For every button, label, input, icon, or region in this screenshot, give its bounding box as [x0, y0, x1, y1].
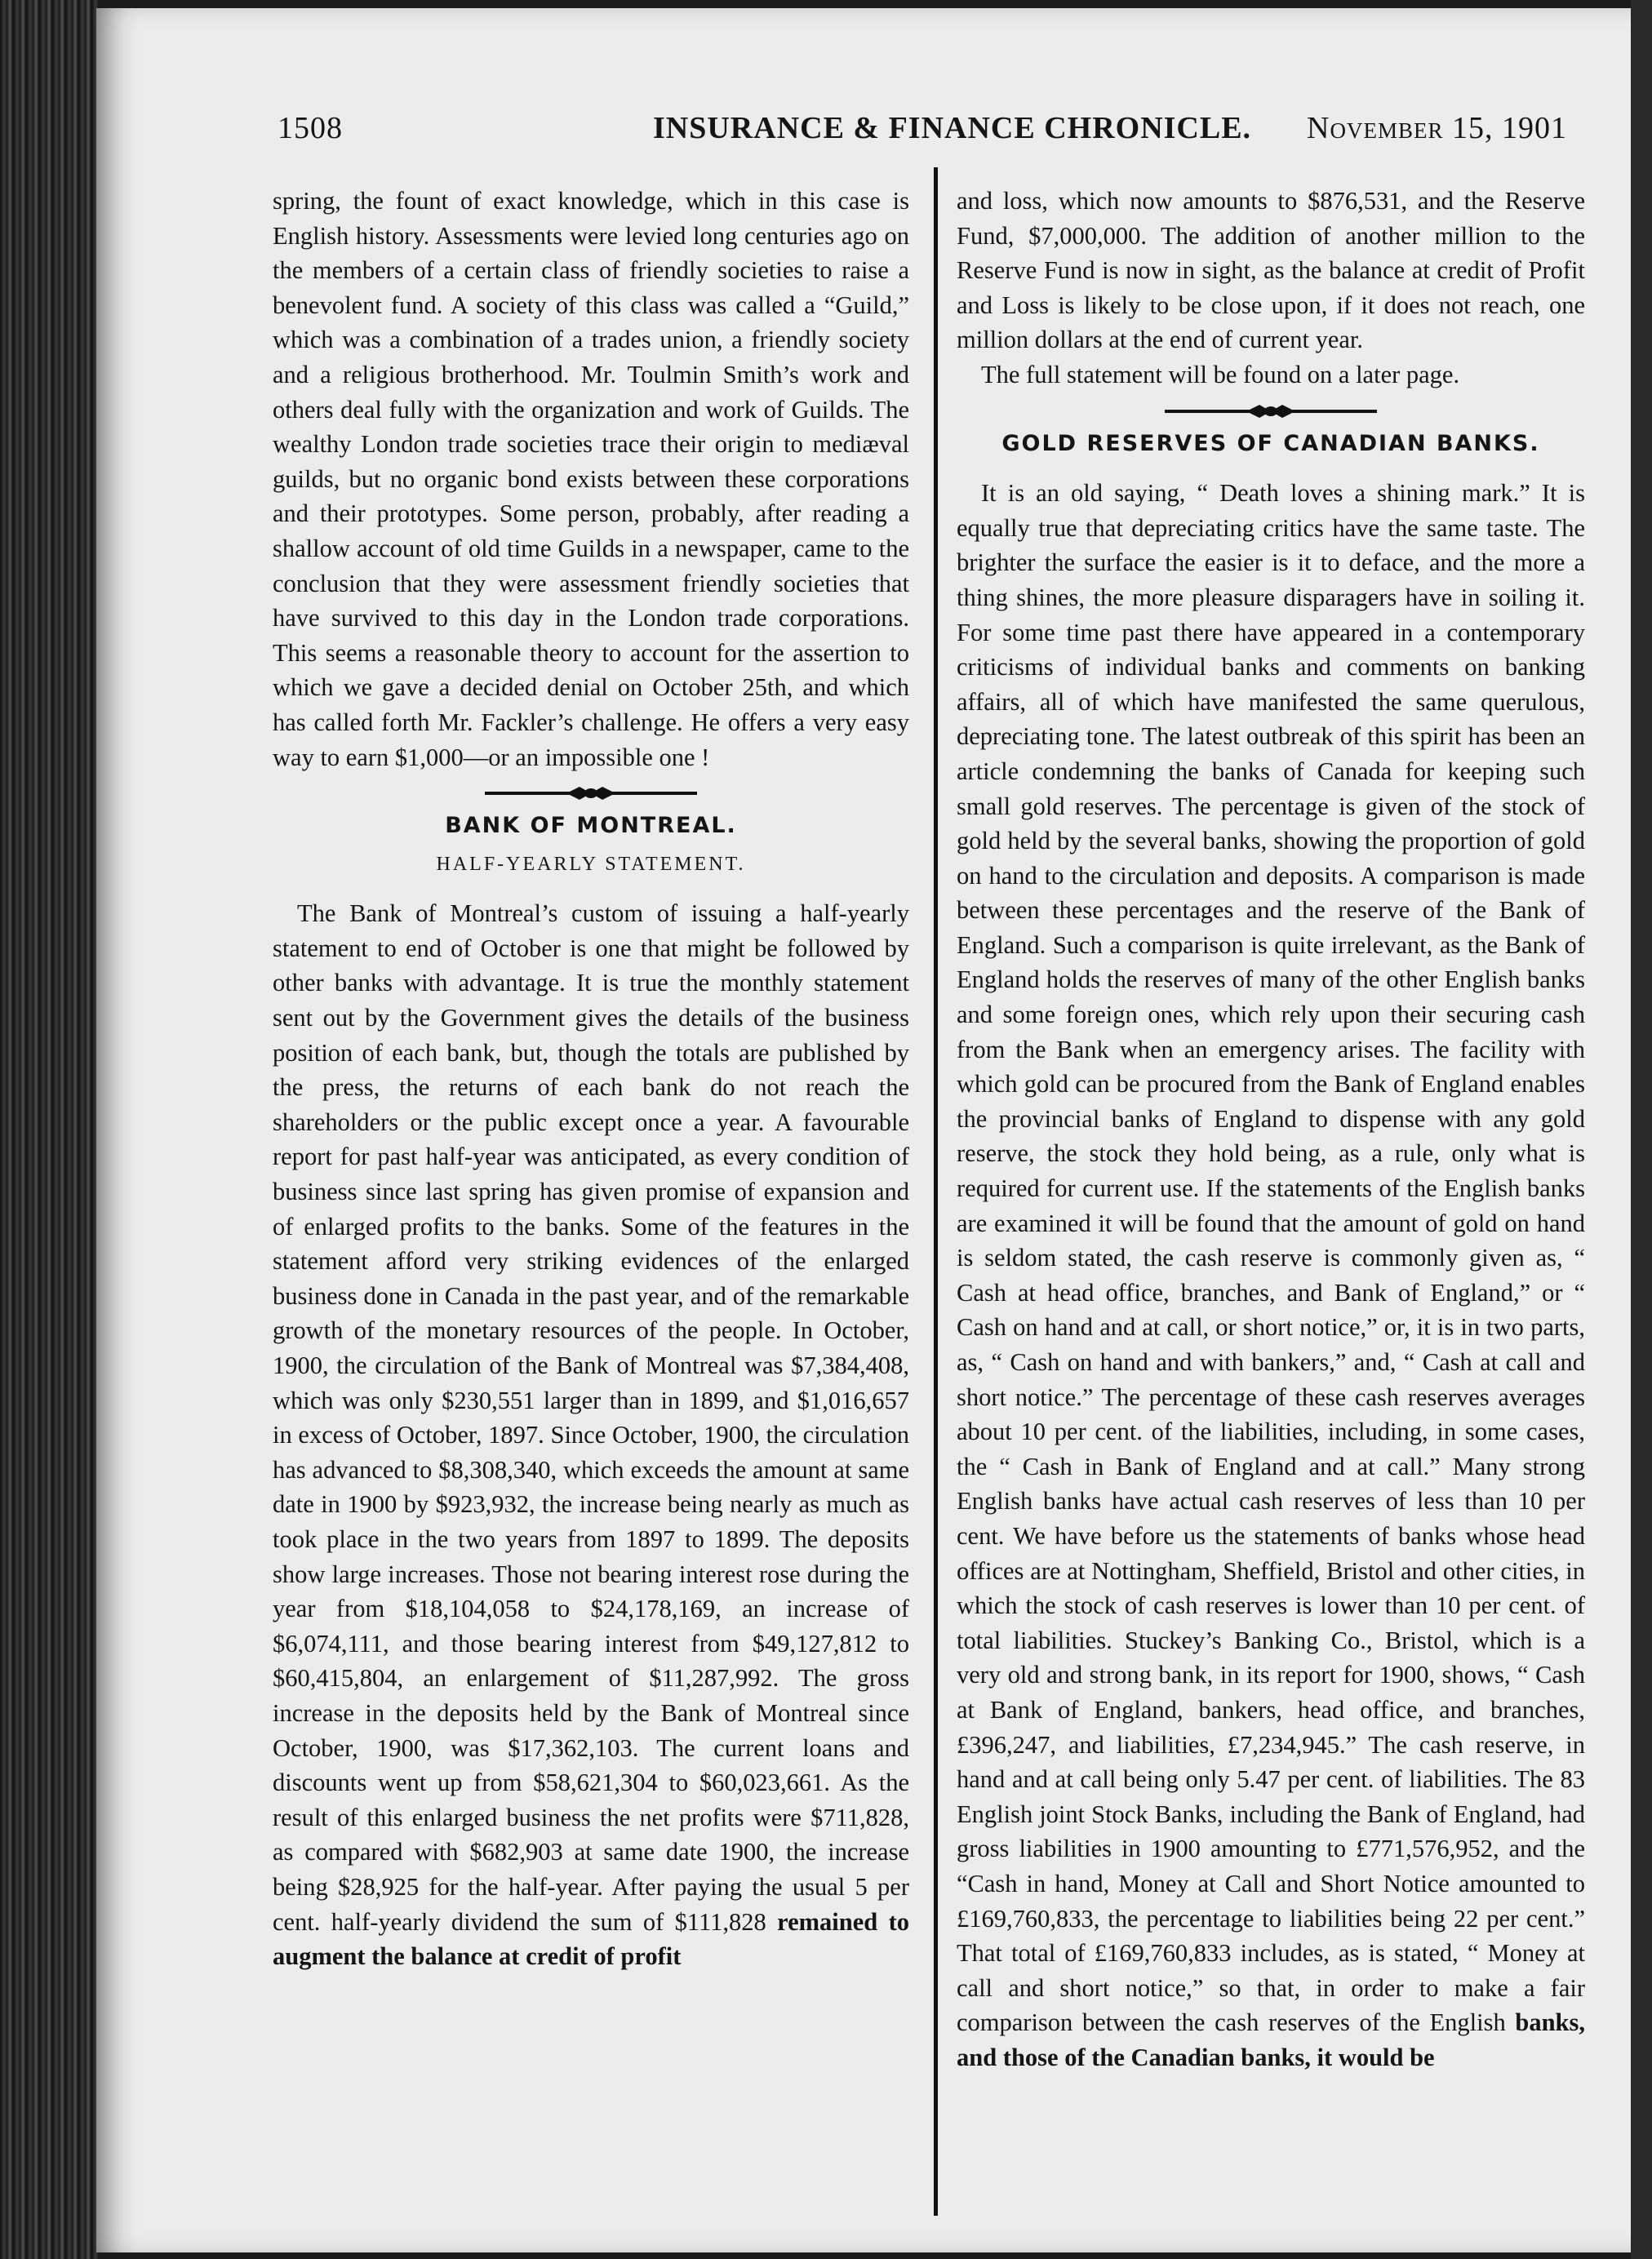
closing-line: The full statement will be found on a later page. [981, 360, 1460, 388]
right-column [957, 184, 1585, 2075]
page-number: 1508 [278, 111, 343, 145]
article-tail: remained to augment the balance at credit of profit [273, 1907, 910, 1971]
issue-date: November 15, 1901 [1307, 111, 1567, 145]
ornament-divider-right [1148, 402, 1393, 420]
column-divider-rule [934, 167, 938, 2216]
continued-paragraph-right: and loss, which now amounts to $876,531, and the Reserve Fund, $7,000,000. The addition of another million to the Reserve Fund is now in sight, as the balance at credit of Profit and Loss is likely to be close upon, if it does not reach, one million dollars at the end of current year. [957, 187, 1585, 354]
article-paragraph-right [957, 476, 1585, 2075]
book-spine-shadow [0, 0, 98, 2259]
article-body: The Bank of Montreal’s custom of issuing a half-yearly statement to end of October is one that might be followed by other banks with advantage. It is true the monthly statement sent out by the Government gives the details of the business position of each bank, but, though the totals are published by the press, the returns of each bank do not reach the shareholders or the public except once a year. A favourable report for past half-year was anticipated, as every condition of business since last spring has given promise of expansion and of enlarged profits to the banks. Some of the features in the statement afford very striking evidences of the enlarged business done in Canada in the past year, and of the remarkable growth of the monetary resources of the people. In October, 1900, the circulation of the Bank of Montreal was $7,384,408, which was only $230,551 larger than in 1899, and $1,016,657 in excess of October, 1897. Since October, 1900, the circulation has advanced to $8,308,340, which exceeds the amount at same date in 1900 by $923,932, the increase being nearly as much as took place in the two years from 1897 to 1899. The deposits show large increases. Those not bearing interest rose during the year from $18,104,058 to $24,178,169, an increase of $6,074,111, and those bearing interest from $49,127,812 to $60,415,804, an enlargement of $11,287,992. The gross increase in the deposits held by the Bank of Montreal since October, 1900, was $17,362,103. The current loans and discounts went up from $58,621,304 to $60,023,661. As the result of this enlarged business the net profits were $711,828, as compared with $682,903 at same date 1900, the increase being $28,925 for the half-year. After paying the usual 5 per cent. half-yearly dividend the sum of $111,828 [273, 899, 909, 1936]
section-subtitle: HALF-YEARLY STATEMENT. [436, 853, 746, 875]
ornament-divider [469, 784, 713, 802]
continued-paragraph: spring, the fount of exact knowledge, which in this case is English history. Assessments were levied long centuries ago on the members of a certain class of friendly societies to raise a benevolent fund. A society of this class was called a “Guild,” which was a combination of a trades union, a friendly society and a religious brotherhood. Mr. Toulmin Smith’s work and others deal fully with the organization and work of Guilds. The wealthy London trade societies trace their origin to mediæval guilds, but no organic bond exists between these corporations and their prototypes. Some person, probably, after reading a shallow account of old time Guilds in a newspaper, came to the conclusion that they were assessment friendly societies that have survived to this day in the London trade corporations. This seems a reasonable theory to account for the assertion to which we gave a decided denial on October 25th, and which has called forth Mr. Fackler’s challenge. He offers a very easy way to earn $1,000—or an impossible one ! [273, 187, 909, 771]
article-tail-right: banks, and those of the Canadian banks, it would be [957, 2008, 1585, 2071]
right-page-edge [1631, 0, 1652, 2259]
page-header [278, 110, 1567, 159]
article-paragraph [273, 896, 909, 1973]
section-title-bank-of-montreal: BANK OF MONTREAL. [445, 813, 737, 839]
article-body-right: It is an old saying, “ Death loves a shining mark.” It is equally true that depreciating critics have the same taste. The brighter the surface the easier is it to deface, and the more a thing shines, the more pleasure disparagers have in soiling it. For some time past there have appeared in a contemporary criticisms of individual banks and comments on banking affairs, all of which have manifested the same querulous, depreciating tone. The latest outbreak of this spirit has been an article condemning the banks of Canada for keeping such small gold reserves. The percentage is given of the stock of gold held by the several banks, showing the proportion of gold on hand to the circulation and deposits. A comparison is made between these percentages and the reserve of the Bank of England. Such a comparison is quite irrelevant, as the Bank of England holds the reserves of many of the other English banks and some foreign ones, which rely upon their securing cash from the Bank when an emergency arises. The facility with which gold can be procured from the Bank of England enables the provincial banks of England to dispense with any gold reserve, the stock they hold being, as a rule, only what is required for current use. If the statements of the English banks are examined it will be found that the amount of gold on hand is seldom stated, the cash reserve is commonly given as, “ Cash at head office, branches, and Bank of England,” or “ Cash on hand and at call, or short notice,” or, it is in two parts, as, “ Cash on hand and with bankers,” and, “ Cash at call and short notice.” The percentage of these cash reserves averages about 10 per cent. of the liabilities, including, in some cases, the “ Cash in Bank of England and at call.” Many strong English banks have actual cash reserves of less than 10 per cent. We have before us the statements of banks whose head offices are at Nottingham, Sheffield, Bristol and other cities, in which the stock of cash reserves is lower than 10 per cent. of total liabilities. Stuckey’s Banking Co., Bristol, which is a very old and strong bank, in its report for 1900, shows, “ Cash at Bank of England, bankers, head office, and branches, £396,247, and liabilities, £7,234,945.” The cash reserve, in hand and at call being only 5.47 per cent. of liabilities. The 83 English joint Stock Banks, including the Bank of England, had gross liabilities in 1900 amounting to £771,576,952, and the “Cash in hand, Money at Call and Short Notice amounted to £169,760,833, the percentage to liabilities being 22 per cent.” That total of £169,760,833 includes, as is stated, “ Money at call and short notice,” so that, in order to make a fair comparison between the cash reserves of the English [957, 479, 1585, 2037]
left-column [273, 184, 909, 1974]
publication-title: INSURANCE & FINANCE CHRONICLE. [653, 111, 1252, 145]
section-title-gold-reserves: GOLD RESERVES OF CANADIAN BANKS. [1001, 430, 1540, 456]
